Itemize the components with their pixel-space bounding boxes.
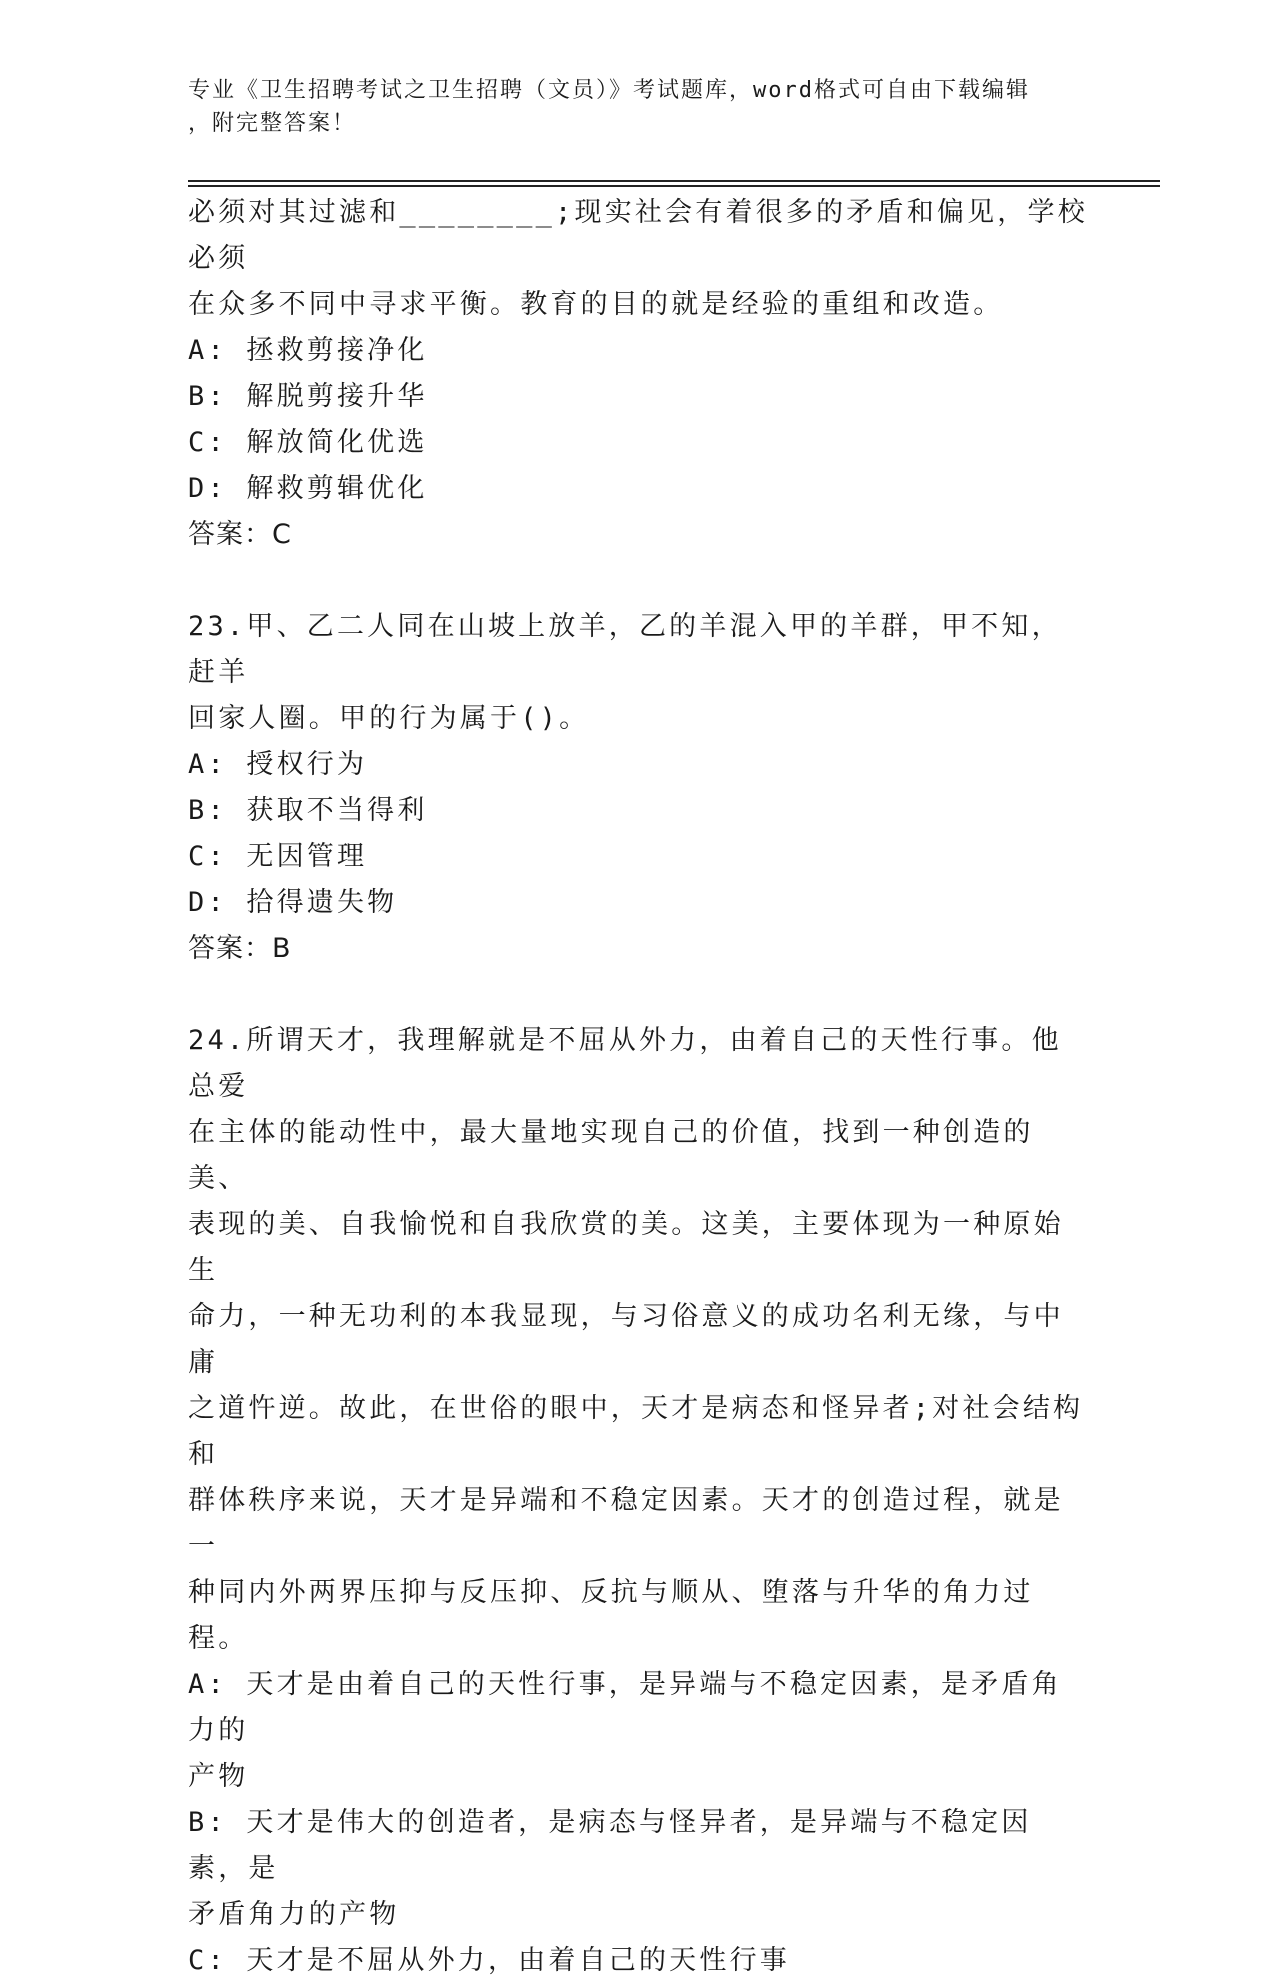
header-line-2: ，附完整答案！ [188,111,357,136]
question-22-option-b: B: 解脱剪接升华 [188,381,428,412]
question-23-stem-line-2: 回家人圈。甲的行为属于()。 [188,703,590,734]
question-22-option-a: A: 拯救剪接净化 [188,335,428,366]
header-divider-thick [188,185,1160,187]
question-24-option-a-line-1: A: 天才是由着自己的天性行事，是异端与不稳定因素，是矛盾角力的 [188,1669,1062,1746]
question-spacer [188,558,1088,604]
header-divider-thin [188,180,1160,182]
question-24-option-b-line-2: 矛盾角力的产物 [188,1899,400,1930]
question-24-stem-line-2: 在主体的能动性中，最大量地实现自己的价值，找到一种创造的美、 [188,1117,1034,1194]
question-24-stem-line-1: 24.所谓天才，我理解就是不屈从外力，由着自己的天性行事。他总爱 [188,1025,1062,1102]
question-24-stem-line-6: 群体秩序来说，天才是异端和不稳定因素。天才的创造过程，就是一 [188,1485,1064,1562]
question-24-stem-line-5: 之道忤逆。故此，在世俗的眼中，天才是病态和怪异者;对社会结构和 [188,1393,1084,1470]
question-23 [188,604,1088,972]
question-spacer [188,972,1088,1018]
document-body [188,190,1088,1984]
question-22 [188,190,1088,558]
question-23-answer: 答案：B [188,933,292,964]
question-23-option-d: D: 拾得遗失物 [188,887,398,918]
question-24-option-a-line-2: 产物 [188,1761,249,1792]
question-22-stem-line-2: 在众多不同中寻求平衡。教育的目的就是经验的重组和改造。 [188,289,1004,320]
question-22-option-c: C: 解放简化优选 [188,427,428,458]
document-header [188,74,1088,140]
question-24-option-c: C: 天才是不屈从外力，由着自己的天性行事 [188,1945,790,1976]
header-line-1: 专业《卫生招聘考试之卫生招聘（文员）》考试题库，word格式可自由下载编辑 [188,78,1030,103]
question-23-option-c: C: 无因管理 [188,841,368,872]
question-24-option-b-line-1: B: 天才是伟大的创造者，是病态与怪异者，是异端与不稳定因素，是 [188,1807,1032,1884]
question-23-stem-line-1: 23.甲、乙二人同在山坡上放羊，乙的羊混入甲的羊群，甲不知，赶羊 [188,611,1062,688]
question-22-answer: 答案：C [188,519,292,550]
question-24-stem-line-4: 命力，一种无功利的本我显现，与习俗意义的成功名利无缘，与中庸 [188,1301,1064,1378]
question-24-stem-line-3: 表现的美、自我愉悦和自我欣赏的美。这美，主要体现为一种原始生 [188,1209,1064,1286]
question-23-option-a: A: 授权行为 [188,749,368,780]
question-22-stem-line-1: 必须对其过滤和________;现实社会有着很多的矛盾和偏见，学校必须 [188,197,1088,274]
question-24-stem-line-7: 种同内外两界压抑与反压抑、反抗与顺从、堕落与升华的角力过程。 [188,1577,1034,1654]
question-24 [188,1018,1088,1984]
question-23-option-b: B: 获取不当得利 [188,795,428,826]
question-22-option-d: D: 解救剪辑优化 [188,473,428,504]
